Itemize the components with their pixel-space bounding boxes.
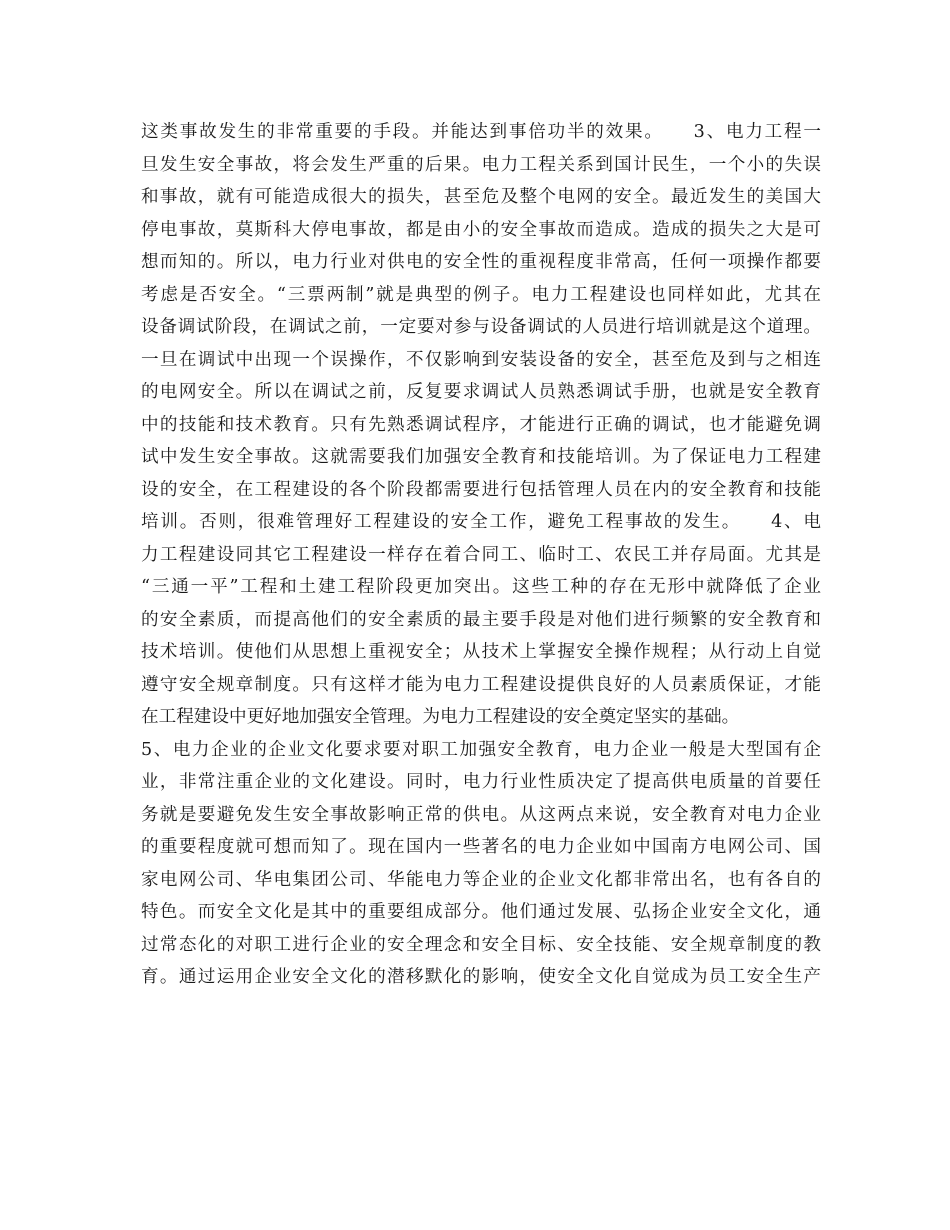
text-line: 务就是要避免发生安全事故影响正常的供电。从这两点来说，安全教育对电力企业 xyxy=(141,804,821,825)
text-line: 遵守安全规章制度。只有这样才能为电力工程建设提供良好的人员素质保证，才能 xyxy=(141,674,821,695)
text-line: 中的技能和技术教育。只有先熟悉调试程序，才能进行正确的调试，也才能避免调 xyxy=(141,414,821,435)
text-line: 特色。而安全文化是其中的重要组成部分。他们通过发展、弘扬企业安全文化，通 xyxy=(141,902,821,922)
text-line: 过常态化的对职工进行企业的安全理念和安全目标、安全技能、安全规章制度的教 xyxy=(141,934,821,955)
text-line: 旦发生安全事故，将会发生严重的后果。电力工程关系到国计民生，一个小的失误 xyxy=(141,154,821,175)
text-line: 的电网安全。所以在调试之前，反复要求调试人员熟悉调试手册，也就是安全教育 xyxy=(141,382,821,402)
text-line: 设备调试阶段，在调试之前，一定要对参与设备调试的人员进行培训就是这个道理。 xyxy=(141,317,821,337)
text-line: 的安全素质，而提高他们的安全素质的最主要手段是对他们进行频繁的安全教育和 xyxy=(141,609,821,630)
text-line: 一旦在调试中出现一个误操作，不仅影响到安装设备的安全，甚至危及到与之相连 xyxy=(141,349,821,370)
text-line: 技术培训。使他们从思想上重视安全；从技术上掌握安全操作规程；从行动上自觉 xyxy=(141,642,821,662)
text-line: 5、电力企业的企业文化要求要对职工加强安全教育，电力企业一般是大型国有企 xyxy=(141,739,821,760)
text-line: 停电事故，莫斯科大停电事故，都是由小的安全事故而造成。造成的损失之大是可 xyxy=(141,219,821,240)
text-line: “三通一平”工程和土建工程阶段更加突出。这些工种的存在无形中就降低了企业 xyxy=(141,577,821,597)
text-line: 和事故，就有可能造成很大的损失，甚至危及整个电网的安全。最近发生的美国大 xyxy=(141,187,821,207)
text-line: 业，非常注重企业的文化建设。同时，电力行业性质决定了提高供电质量的首要任 xyxy=(141,772,821,792)
text-line: 的重要程度就可想而知了。现在国内一些著名的电力企业如中国南方电网公司、国 xyxy=(141,837,821,857)
text-line: 这类事故发生的非常重要的手段。并能达到事倍功半的效果。 3、电力工程一 xyxy=(141,122,821,142)
text-line: 在工程建设中更好地加强安全管理。为电力工程建设的安全奠定坚实的基础。 xyxy=(141,707,740,727)
text-line: 力工程建设同其它工程建设一样存在着合同工、临时工、农民工并存局面。尤其是 xyxy=(141,544,821,565)
text-line: 想而知的。所以，电力行业对供电的安全性的重视程度非常高，任何一项操作都要 xyxy=(141,252,821,272)
text-line: 设的安全，在工程建设的各个阶段都需要进行包括管理人员在内的安全教育和技能 xyxy=(141,479,821,500)
text-line: 考虑是否安全。“三票两制”就是典型的例子。电力工程建设也同样如此，尤其在 xyxy=(141,284,821,305)
text-line: 家电网公司、华电集团公司、华能电力等企业的企业文化都非常出名，也有各自的 xyxy=(141,869,821,890)
text-line: 培训。否则，很难管理好工程建设的安全工作，避免工程事故的发生。 4、电 xyxy=(141,512,821,532)
body-text xyxy=(141,116,821,994)
text-line: 试中发生安全事故。这就需要我们加强安全教育和技能培训。为了保证电力工程建 xyxy=(141,447,821,467)
text-line: 育。通过运用企业安全文化的潜移默化的影响，使安全文化自觉成为员工安全生产 xyxy=(141,967,821,987)
